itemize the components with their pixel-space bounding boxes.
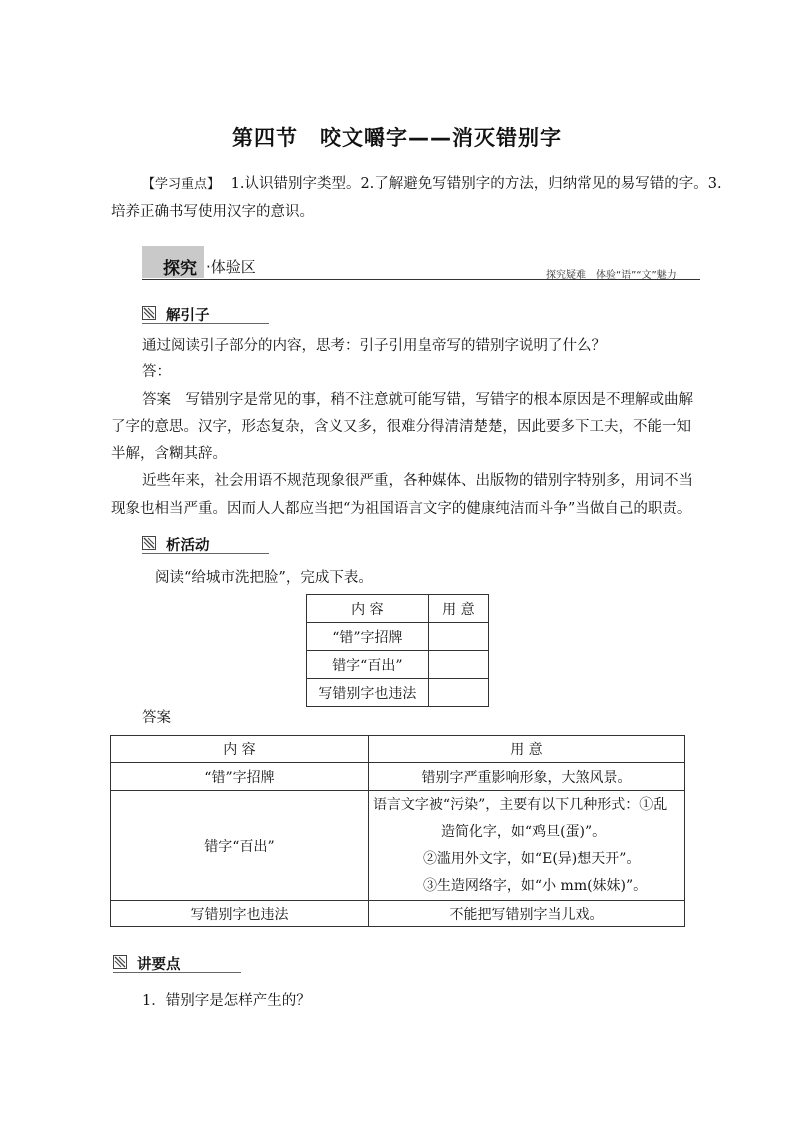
banner-divider — [142, 279, 700, 280]
hatched-square-icon — [142, 306, 156, 320]
learning-focus-text: 1.认识错别字类型。2.了解避免写错别字的方法，归纳常见的易写错的字。3. — [230, 176, 722, 192]
section-heading-label: 析活动 — [166, 538, 210, 554]
section-heading-intro — [142, 304, 269, 324]
section-heading-activity — [142, 534, 269, 554]
table-cell: 写错别字也违法 — [111, 901, 369, 927]
meaning-line: 造简化字，如“鸡旦(蛋)”。 — [440, 823, 607, 840]
blank-answer-cell[interactable] — [428, 623, 488, 651]
table-header: 内 容 — [307, 595, 429, 623]
meaning-line: 语言文字被“污染”，主要有以下几种形式：①乱 — [372, 796, 668, 813]
table-header: 用 意 — [428, 595, 488, 623]
answer-label: 答案 — [142, 710, 171, 726]
table-cell-multiline — [368, 791, 684, 901]
section-underline — [142, 553, 269, 554]
answer-line: 近些年来，社会用语不规范现象很严重，各种媒体、出版物的错别字特别多，用词不当 — [142, 473, 693, 489]
learning-focus-label: 【学习重点】 — [142, 177, 221, 192]
section-underline — [113, 972, 241, 973]
answer-line: 现象也相当严重。因而人人都应当把“为祖国语言文字的健康纯洁而斗争”当做自己的职责。 — [111, 501, 692, 517]
table-cell: “错”字招牌 — [307, 623, 429, 651]
banner-title: 探究 — [163, 259, 197, 279]
answer-prefix: 答： — [142, 364, 171, 380]
hatched-square-icon — [142, 536, 156, 550]
activity-instruction: 阅读“给城市洗把脸”，完成下表。 — [155, 570, 373, 586]
section-heading-keypoints — [113, 953, 241, 973]
table-cell: 错字“百出” — [307, 651, 429, 679]
banner-subtitle: ·体验区 — [206, 258, 256, 276]
keypoint-item: 1．错别字是怎样产生的？ — [142, 993, 311, 1009]
section-heading-label: 讲要点 — [137, 957, 181, 973]
hatched-square-icon — [113, 955, 127, 969]
blank-answer-cell[interactable] — [428, 651, 488, 679]
table-header: 内 容 — [111, 736, 369, 763]
answer-line: 答案 写错别字是常见的事，稍不注意就可能写错，写错字的根本原因是不理解或曲解 — [142, 392, 693, 408]
answer-table — [110, 735, 685, 927]
intro-question: 通过阅读引子部分的内容，思考：引子引用皇帝写的错别字说明了什么？ — [142, 338, 606, 354]
answer-line: 了字的意思。汉字，形态复杂，含义又多，很难分得清清楚楚，因此要多下工夫，不能一知 — [111, 419, 691, 435]
banner-tagline: 探究疑难 体验“语”“文”魅力 — [546, 270, 677, 281]
table-header: 用 意 — [368, 736, 684, 763]
table-cell: 错字“百出” — [111, 791, 369, 901]
meaning-line: ③生造网络字，如“小 mm(妹妹)”。 — [422, 877, 648, 894]
table-cell: 写错别字也违法 — [307, 679, 429, 707]
table-cell: 不能把写错别字当儿戏。 — [368, 901, 684, 927]
section-heading-label: 解引子 — [166, 308, 210, 324]
table-cell: 错别字严重影响形象，大煞风景。 — [368, 763, 684, 791]
learning-focus-line1 — [142, 170, 722, 199]
blank-answer-cell[interactable] — [428, 679, 488, 707]
table-cell: “错”字招牌 — [111, 763, 369, 791]
learning-focus-line2: 培养正确书写使用汉字的意识。 — [111, 204, 314, 220]
answer-line: 半解，含糊其辞。 — [111, 446, 227, 462]
meaning-line: ②滥用外文字，如“E(异)想天开”。 — [422, 850, 641, 867]
page-title: 第四节 咬文嚼字——消灭错别字 — [232, 126, 562, 150]
blank-table — [306, 594, 489, 707]
section-underline — [142, 323, 269, 324]
